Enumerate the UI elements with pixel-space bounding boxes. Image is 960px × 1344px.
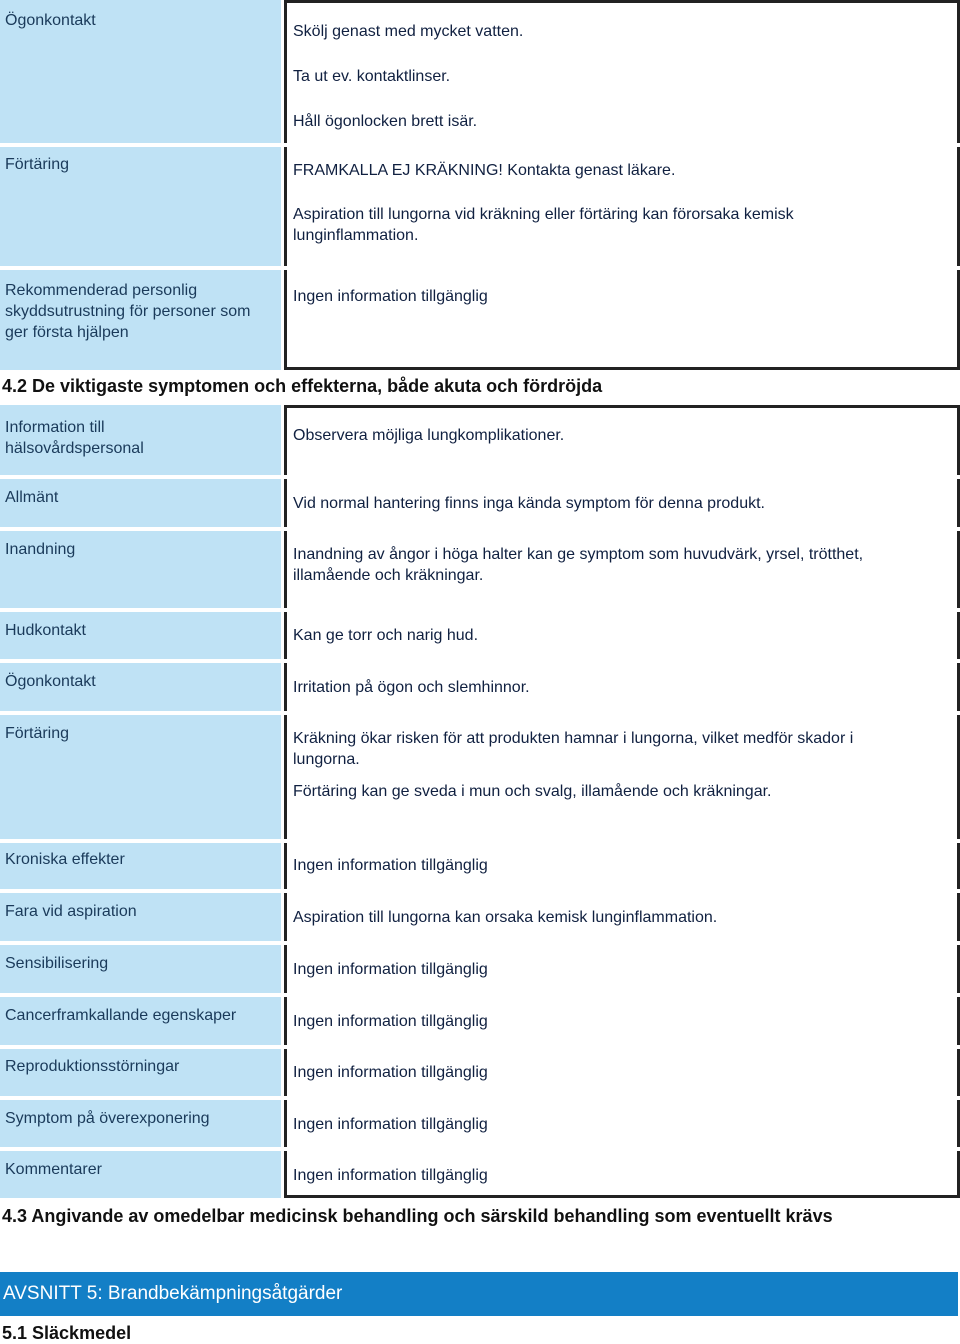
row-label: [0, 405, 281, 475]
label-text: Inandning: [5, 541, 76, 558]
row-first-aid-ppe: [0, 270, 960, 370]
row-value: [284, 715, 960, 839]
label-text: Ögonkontakt: [5, 673, 96, 690]
row-value: [284, 843, 960, 889]
row-value: [284, 1151, 960, 1198]
row-overexposure: [0, 1100, 960, 1147]
value-line: Håll ögonlocken brett isär.: [293, 113, 478, 130]
value-line: Ingen information tillgänglig: [293, 1116, 488, 1133]
label-text: Cancerframkallande egenskaper: [5, 1007, 237, 1024]
section-heading-4-3: 4.3 Angivande av omedelbar medicinsk behandling och särskild behandling som eventuellt krävs: [2, 1206, 833, 1226]
row-reproductive: [0, 1049, 960, 1096]
value-line: Skölj genast med mycket vatten.: [293, 23, 524, 40]
label-text: Hudkontakt: [5, 622, 86, 639]
row-value: [284, 1049, 960, 1096]
value-line: Ingen information tillgänglig: [293, 961, 488, 978]
row-label: [0, 147, 281, 266]
row-sensitisation: [0, 945, 960, 993]
row-value: [284, 1100, 960, 1147]
row-value: [284, 479, 960, 527]
label-text: Förtäring: [5, 156, 70, 173]
row-value: [284, 405, 960, 475]
row-label: [0, 663, 281, 711]
row-label: [0, 893, 281, 941]
row-value: [284, 663, 960, 711]
row-skin: [0, 612, 960, 659]
row-label: [0, 715, 281, 839]
value-line: Aspiration till lungorna vid kräkning eller förtäring kan förorsaka kemisk lunginflammation.: [293, 206, 794, 244]
row-health-info: [0, 405, 960, 475]
value-line: Förtäring kan ge sveda i mun och svalg, illamående och kräkningar.: [293, 783, 772, 800]
value-line: Observera möjliga lungkomplikationer.: [293, 427, 565, 444]
row-label: [0, 0, 281, 143]
row-label: [0, 997, 281, 1045]
row-ingestion: [0, 147, 960, 266]
row-inhalation: [0, 531, 960, 608]
row-eyes: [0, 663, 960, 711]
value-line: Kan ge torr och narig hud.: [293, 627, 479, 644]
value-line: Aspiration till lungorna kan orsaka kemisk lunginflammation.: [293, 909, 718, 926]
row-value: [284, 0, 960, 143]
value-line: Ingen information tillgänglig: [293, 1064, 488, 1081]
label-text: Allmänt: [5, 489, 59, 506]
row-label: [0, 612, 281, 659]
row-general: [0, 479, 960, 527]
label-text: Kommentarer: [5, 1161, 102, 1178]
row-eye-contact: [0, 0, 960, 143]
label-text: Symptom på överexponering: [5, 1110, 210, 1127]
value-line: Ingen information tillgänglig: [293, 1013, 488, 1030]
row-label: [0, 945, 281, 993]
value-line: Ingen information tillgänglig: [293, 1167, 488, 1184]
value-line: Ingen information tillgänglig: [293, 288, 488, 305]
label-text: Förtäring: [5, 725, 70, 742]
row-value: [284, 997, 960, 1045]
section-5-banner: AVSNITT 5: Brandbekämpningsåtgärder: [0, 1272, 958, 1316]
value-line: FRAMKALLA EJ KRÄKNING! Kontakta genast läkare.: [293, 162, 676, 179]
row-label: [0, 531, 281, 608]
label-text: Fara vid aspiration: [5, 903, 137, 920]
row-aspiration: [0, 893, 960, 941]
row-chronic: [0, 843, 960, 889]
row-label: [0, 479, 281, 527]
label-text: Rekommenderad personlig skyddsutrustning för personer som ger första hjälpen: [5, 282, 251, 341]
row-value: [284, 893, 960, 941]
value-line: Ingen information tillgänglig: [293, 857, 488, 874]
row-label: [0, 1151, 281, 1198]
value-line: Ta ut ev. kontaktlinser.: [293, 68, 451, 85]
value-line: Kräkning ökar risken för att produkten hamnar i lungorna, vilket medför skador i lungorna.: [293, 730, 854, 768]
row-value: [284, 612, 960, 659]
label-text: Information till hälsovårdspersonal: [5, 419, 144, 457]
section-heading-5-1: 5.1 Släckmedel: [2, 1323, 132, 1343]
value-line: Irritation på ögon och slemhinnor.: [293, 679, 530, 696]
value-line: Vid normal hantering finns inga kända symptom för denna produkt.: [293, 495, 765, 512]
row-value: [284, 147, 960, 266]
value-line: Inandning av ångor i höga halter kan ge symptom som huvudvärk, yrsel, trötthet, illamående och kräkningar.: [293, 546, 864, 584]
label-text: Sensibilisering: [5, 955, 109, 972]
row-label: [0, 1049, 281, 1096]
row-value: [284, 531, 960, 608]
label-text: Reproduktionsstörningar: [5, 1058, 180, 1075]
row-swallow: [0, 715, 960, 839]
row-label: [0, 270, 281, 370]
row-carcinogenic: [0, 997, 960, 1045]
row-label: [0, 1100, 281, 1147]
section-heading-4-2: 4.2 De viktigaste symptomen och effekterna, både akuta och fördröjda: [2, 376, 603, 396]
row-label: [0, 843, 281, 889]
row-comments: [0, 1151, 960, 1198]
label-text: Kroniska effekter: [5, 851, 125, 868]
label-text: Ögonkontakt: [5, 12, 96, 29]
row-value: [284, 270, 960, 370]
row-value: [284, 945, 960, 993]
